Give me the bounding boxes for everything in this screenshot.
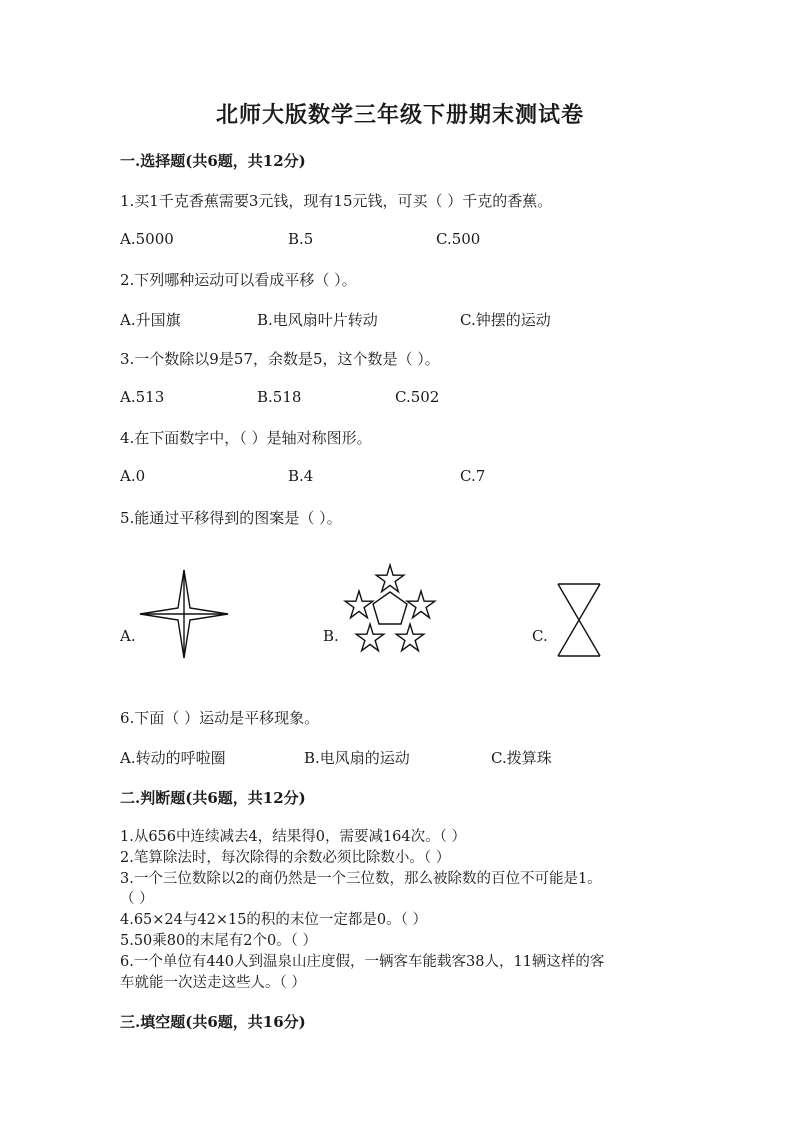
question-2-option-b: B.电风扇叶片转动 xyxy=(257,311,378,329)
question-1-option-c: C.500 xyxy=(436,230,481,248)
question-3-option-c: C.502 xyxy=(395,388,440,406)
section-heading-fill-blank: 三.填空题(共6题，共16分) xyxy=(120,1013,306,1031)
judgment-line-5: 5.50乘80的末尾有2个0。（ ） xyxy=(120,933,318,949)
question-5-option-c: C. xyxy=(532,627,548,645)
question-5-option-b: B. xyxy=(323,627,339,645)
section-heading-judgment: 二.判断题(共6题，共12分) xyxy=(120,789,306,807)
judgment-line-3-blank: （ ） xyxy=(120,891,154,907)
question-4-option-c: C.7 xyxy=(460,467,486,485)
judgment-line-6-cont: 车就能一次送走这些人。（ ） xyxy=(120,975,306,991)
five-stars-pentagon-figure xyxy=(342,562,438,658)
question-1-option-b: B.5 xyxy=(288,230,314,248)
question-4-stem: 4.在下面数字中，（ ）是轴对称图形。 xyxy=(120,429,372,447)
question-1-option-a: A.5000 xyxy=(120,230,174,248)
question-3-stem: 3.一个数除以9是57，余数是5，这个数是（ ）。 xyxy=(120,350,440,368)
judgment-line-3: 3.一个三位数除以2的商仍然是一个三位数，那么被除数的百位不可能是1。 xyxy=(120,871,602,887)
judgment-line-4: 4.65×24与42×15的积的末位一定都是0。（ ） xyxy=(120,912,428,928)
judgment-line-2: 2.笔算除法时，每次除得的余数必须比除数小。（ ） xyxy=(120,850,451,866)
judgment-line-6: 6.一个单位有440人到温泉山庄度假，一辆客车能载客38人，11辆这样的客 xyxy=(120,954,605,970)
question-5-option-a: A. xyxy=(120,627,136,645)
question-5-stem: 5.能通过平移得到的图案是（ ）。 xyxy=(120,509,342,527)
question-3-option-a: A.513 xyxy=(120,388,165,406)
section-heading-choice: 一.选择题(共6题，共12分) xyxy=(120,152,306,170)
question-2-option-a: A.升国旗 xyxy=(120,311,181,329)
page-title: 北师大版数学三年级下册期末测试卷 xyxy=(215,102,584,128)
question-4-option-a: A.0 xyxy=(120,467,146,485)
question-1-stem: 1.买1千克香蕉需要3元钱，现有15元钱，可买（ ）千克的香蕉。 xyxy=(120,192,553,210)
question-2-option-c: C.钟摆的运动 xyxy=(460,311,551,329)
question-4-option-b: B.4 xyxy=(288,467,314,485)
question-2-stem: 2.下列哪种运动可以看成平移（ ）。 xyxy=(120,271,357,289)
question-6-option-b: B.电风扇的运动 xyxy=(304,749,410,767)
question-6-option-c: C.拨算珠 xyxy=(491,749,552,767)
question-3-option-b: B.518 xyxy=(257,388,302,406)
question-6-stem: 6.下面（ ）运动是平移现象。 xyxy=(120,709,320,727)
question-6-option-a: A.转动的呼啦圈 xyxy=(120,749,226,767)
judgment-line-1: 1.从656中连续减去4，结果得0，需要减164次。（ ） xyxy=(120,829,466,845)
hourglass-figure xyxy=(556,582,602,658)
four-point-star-figure xyxy=(138,568,230,660)
